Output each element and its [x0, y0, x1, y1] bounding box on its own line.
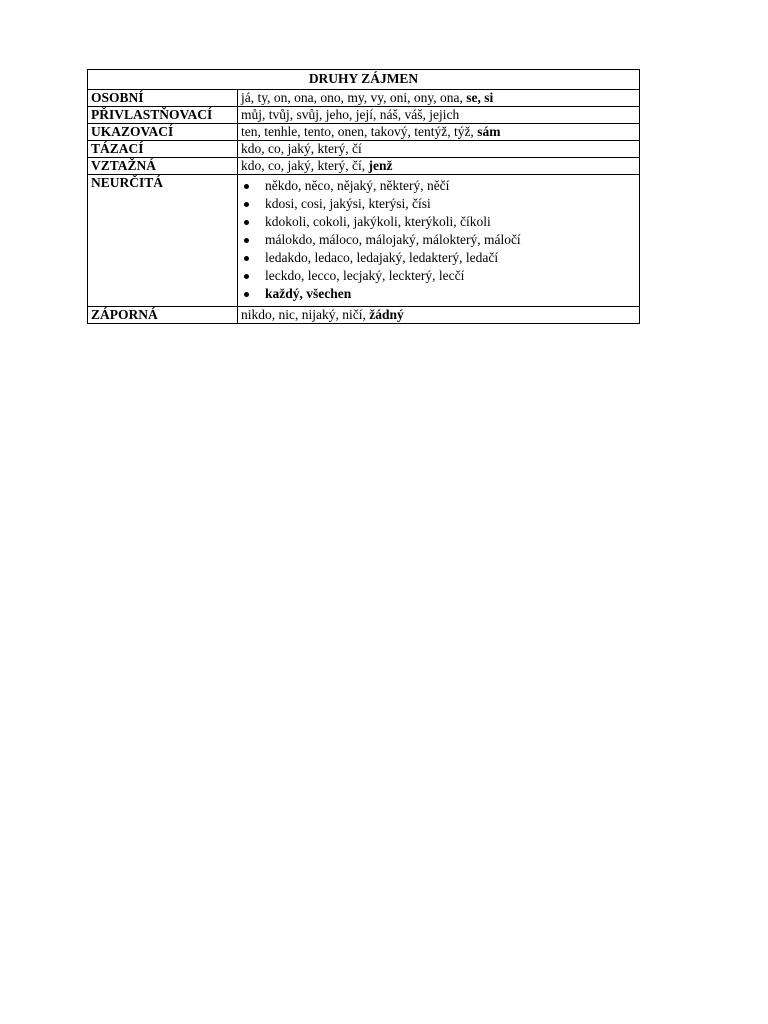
row-content-osobni — [238, 90, 640, 107]
list-item — [241, 267, 636, 285]
list-item — [241, 213, 636, 231]
row-bold-text: se, si — [466, 90, 494, 105]
table-row — [88, 158, 640, 175]
table-row — [88, 141, 640, 158]
row-content-vztazna — [238, 158, 640, 175]
list-item-text: málokdo, máloco, málojaký, málokterý, máločí — [265, 232, 521, 247]
row-bold-text: žádný — [369, 307, 404, 322]
list-item — [241, 249, 636, 267]
row-text: já, ty, on, ona, ono, my, vy, oni, ony, ona, — [241, 90, 463, 105]
table-row — [88, 175, 640, 307]
row-bold-text: sám — [477, 124, 501, 139]
table-header-row — [88, 70, 640, 90]
table-row — [88, 124, 640, 141]
bullet-icon — [244, 202, 249, 207]
row-label-vztazna: VZTAŽNÁ — [88, 158, 238, 175]
row-text: nikdo, nic, nijaký, ničí, — [241, 307, 366, 322]
row-text: ten, tenhle, tento, onen, takový, tentýž, týž, — [241, 124, 474, 139]
row-content-tazaci — [238, 141, 640, 158]
row-label-zaporna: ZÁPORNÁ — [88, 307, 238, 324]
row-label-tazaci: TÁZACÍ — [88, 141, 238, 158]
list-item-text: kdosi, cosi, jakýsi, kterýsi, čísi — [265, 196, 431, 211]
bullet-icon — [244, 220, 249, 225]
row-label-osobni: OSOBNÍ — [88, 90, 238, 107]
row-text: můj, tvůj, svůj, jeho, její, náš, váš, jejich — [241, 107, 460, 122]
table-row — [88, 307, 640, 324]
list-item — [241, 195, 636, 213]
row-content-zaporna — [238, 307, 640, 324]
row-label-neurcita: NEURČITÁ — [88, 175, 238, 307]
row-content-ukazovaci — [238, 124, 640, 141]
bullet-icon — [244, 238, 249, 243]
pronoun-types-table — [87, 69, 640, 324]
list-item-text: každý, všechen — [265, 286, 352, 301]
bullet-icon — [244, 184, 249, 189]
list-item-text: ledakdo, ledaco, ledajaký, ledakterý, ledačí — [265, 250, 499, 265]
bullet-icon — [244, 292, 249, 297]
row-text: kdo, co, jaký, který, čí, — [241, 158, 366, 173]
row-content-neurcita — [238, 175, 640, 307]
list-item — [241, 285, 636, 303]
list-item — [241, 177, 636, 195]
table-row — [88, 107, 640, 124]
table-title: DRUHY ZÁJMEN — [88, 70, 640, 90]
indefinite-pronoun-list — [241, 175, 636, 306]
row-text: kdo, co, jaký, který, čí — [241, 141, 362, 156]
row-label-privlastnovaci: PŘIVLASTŇOVACÍ — [88, 107, 238, 124]
list-item-text: někdo, něco, nějaký, některý, něčí — [265, 178, 450, 193]
row-content-privlastnovaci — [238, 107, 640, 124]
list-item-text: kdokoli, cokoli, jakýkoli, kterýkoli, číkoli — [265, 214, 491, 229]
list-item — [241, 231, 636, 249]
bullet-icon — [244, 256, 249, 261]
row-bold-text: jenž — [368, 158, 393, 173]
list-item-text: leckdo, lecco, lecjaký, leckterý, lecčí — [265, 268, 465, 283]
table-row — [88, 90, 640, 107]
row-label-ukazovaci: UKAZOVACÍ — [88, 124, 238, 141]
bullet-icon — [244, 274, 249, 279]
